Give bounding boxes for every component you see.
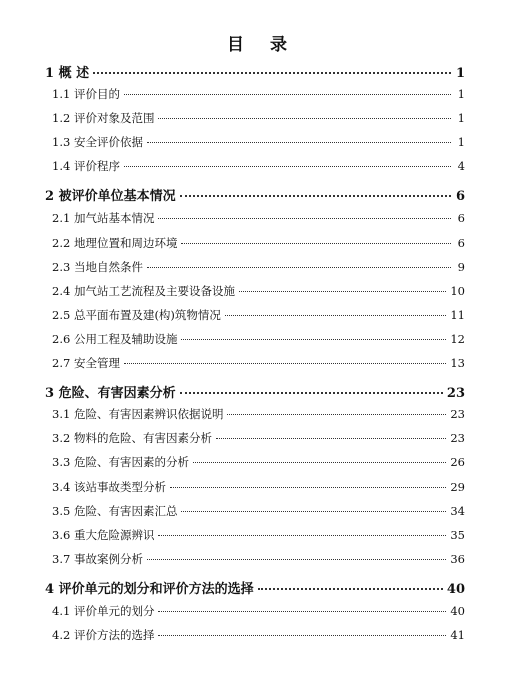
toc-page-number: 40 — [450, 604, 465, 618]
toc-entry-label: 2.3 当地自然条件 — [52, 260, 143, 274]
toc-entry-label: 3.1 危险、有害因素辨识依据说明 — [52, 407, 224, 421]
toc-section-entry — [52, 430, 465, 446]
toc-page-number: 1 — [457, 87, 465, 101]
toc-chapter-entry — [45, 62, 465, 81]
toc-section-entry — [52, 110, 465, 126]
toc-section-entry — [52, 603, 465, 619]
toc-leader-dots — [181, 243, 451, 244]
toc-section-entry — [52, 331, 465, 347]
toc-leader-dots — [158, 118, 451, 119]
toc-entry-label: 2.7 安全管理 — [52, 356, 120, 370]
toc-entry-label: 3.7 事故案例分析 — [52, 552, 143, 566]
toc-entry-label: 2.1 加气站基本情况 — [52, 211, 155, 225]
toc-chapter-entry — [45, 382, 465, 401]
toc-leader-dots — [180, 392, 443, 394]
toc-entry-label: 2.2 地理位置和周边环境 — [52, 236, 178, 250]
toc-entry-label: 1 概 述 — [45, 66, 90, 81]
toc-leader-dots — [181, 511, 446, 512]
toc-page-number: 1 — [455, 66, 465, 81]
toc-page-number: 1 — [457, 135, 465, 149]
toc-section-entry — [52, 627, 465, 643]
toc-section-entry — [52, 134, 465, 150]
toc-entry-label: 2.5 总平面布置及建(构)筑物情况 — [52, 308, 221, 322]
toc-entry-label: 2.6 公用工程及辅助设施 — [52, 332, 178, 346]
toc-entry-label: 2.4 加气站工艺流程及主要设备设施 — [52, 284, 235, 298]
toc-section-entry — [52, 259, 465, 275]
toc-entry-label: 3.4 该站事故类型分析 — [52, 480, 166, 494]
toc-page-number: 12 — [450, 332, 465, 346]
toc-leader-dots — [158, 535, 446, 536]
toc-section-entry — [52, 86, 465, 102]
toc-leader-dots — [147, 267, 451, 268]
toc-entry-label: 4.2 评价方法的选择 — [52, 628, 155, 642]
toc-page-number: 11 — [450, 308, 465, 322]
toc-entry-label: 1.2 评价对象及范围 — [52, 111, 155, 125]
toc-section-entry — [52, 283, 465, 299]
toc-section-entry — [52, 307, 465, 323]
toc-chapter-entry — [45, 185, 465, 204]
toc-leader-dots — [258, 588, 443, 590]
toc-page-number: 23 — [450, 431, 465, 445]
toc-section-entry — [52, 503, 465, 519]
toc-section-entry — [52, 210, 465, 226]
toc-section-entry — [52, 158, 465, 174]
toc-page-number: 35 — [450, 528, 465, 542]
toc-leader-dots — [193, 462, 446, 463]
toc-section-entry — [52, 406, 465, 422]
toc-leader-dots — [93, 72, 451, 74]
toc-page-number: 13 — [450, 356, 465, 370]
toc-leader-dots — [225, 315, 446, 316]
toc-page-number: 23 — [450, 407, 465, 421]
toc-page-number: 40 — [446, 582, 465, 597]
toc-entry-label: 3.3 危险、有害因素的分析 — [52, 455, 189, 469]
toc-page-number: 9 — [457, 260, 465, 274]
toc-leader-dots — [124, 166, 451, 167]
toc-entry-label: 3.6 重大危险源辨识 — [52, 528, 155, 542]
toc-page-number: 4 — [457, 159, 465, 173]
toc-entry-label: 3.2 物料的危险、有害因素分析 — [52, 431, 212, 445]
toc-page-number: 10 — [450, 284, 465, 298]
toc-chapter-entry — [45, 578, 465, 597]
toc-page-number: 26 — [450, 455, 465, 469]
toc-page-number: 23 — [446, 386, 465, 401]
toc-page-number: 6 — [455, 189, 465, 204]
toc-leader-dots — [158, 635, 446, 636]
toc-leader-dots — [180, 195, 451, 197]
toc-leader-dots — [216, 438, 446, 439]
toc-section-entry — [52, 479, 465, 495]
toc-entry-label: 4 评价单元的划分和评价方法的选择 — [45, 582, 254, 597]
toc-leader-dots — [158, 611, 446, 612]
toc-entry-label: 1.1 评价目的 — [52, 87, 120, 101]
toc-entry-label: 1.4 评价程序 — [52, 159, 120, 173]
toc-page-number: 36 — [450, 552, 465, 566]
toc-leader-dots — [239, 291, 446, 292]
toc-page-number: 6 — [457, 236, 465, 250]
toc-entry-label: 2 被评价单位基本情况 — [45, 189, 176, 204]
toc-page-number: 29 — [450, 480, 465, 494]
toc-leader-dots — [147, 142, 451, 143]
toc-entry-label: 1.3 安全评价依据 — [52, 135, 143, 149]
toc-leader-dots — [158, 218, 451, 219]
toc-entry-label: 4.1 评价单元的划分 — [52, 604, 155, 618]
toc-leader-dots — [124, 363, 446, 364]
toc-leader-dots — [181, 339, 446, 340]
toc-page-number: 34 — [450, 504, 465, 518]
toc-page-number: 6 — [457, 211, 465, 225]
toc-section-entry — [52, 235, 465, 251]
toc-page-number: 1 — [457, 111, 465, 125]
toc-section-entry — [52, 527, 465, 543]
toc-page-number: 41 — [450, 628, 465, 642]
toc-entry-label: 3.5 危险、有害因素汇总 — [52, 504, 178, 518]
toc-entry-label: 3 危险、有害因素分析 — [45, 386, 176, 401]
toc-leader-dots — [227, 414, 446, 415]
page-title: 目 录 — [227, 35, 297, 55]
toc-section-entry — [52, 355, 465, 371]
toc-section-entry — [52, 454, 465, 470]
toc-section-entry — [52, 551, 465, 567]
toc-leader-dots — [170, 487, 446, 488]
toc-leader-dots — [124, 94, 451, 95]
toc-leader-dots — [147, 559, 446, 560]
